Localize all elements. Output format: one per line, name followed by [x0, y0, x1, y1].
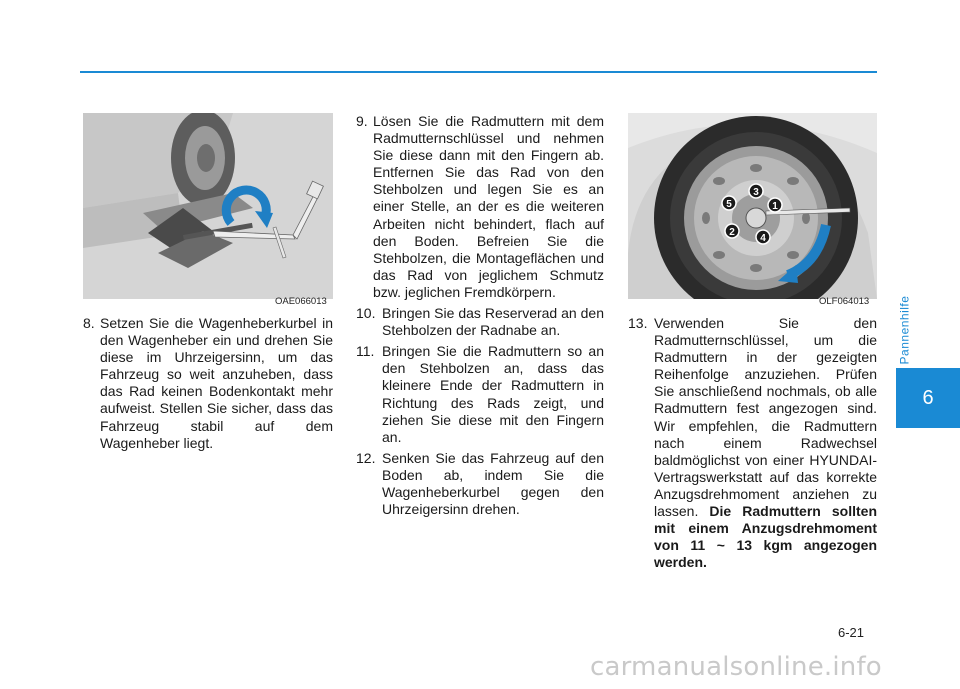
step-number: 10.: [356, 305, 376, 322]
step-text: Verwenden Sie den Radmutternschlüssel, um die Radmuttern in der gezeigten Reihenfolge anzuziehen. Prüfen Sie anschließend nochmals, ob alle Radmuttern fest angezogen sind. Wir empfehlen, die Radmuttern nach einem Radwechsel baldmöglichst von einer HYUNDAI-Vertragswerkstatt auf das korrekte Anzugsdrehmoment anziehen zu lassen.: [654, 315, 877, 520]
nut-label-5: 5: [726, 199, 732, 210]
step-number: 9.: [356, 113, 368, 129]
step-9: [356, 113, 604, 301]
chapter-tab[interactable]: [896, 368, 960, 428]
step-11: [356, 343, 604, 446]
step-number: 12.: [356, 449, 376, 466]
step-number: 13.: [628, 315, 648, 331]
column-left: [83, 315, 333, 452]
step-text: Senken Sie das Fahrzeug auf den Boden ab, indem Sie die Wagenheberkurbel gegen den Uhrzeigersinn drehen.: [382, 449, 604, 518]
page-number: 6-21: [838, 625, 865, 640]
nut-label-3: 3: [753, 187, 759, 198]
step-8: [83, 315, 333, 452]
step-text: Bringen Sie die Radmuttern so an den Stehbolzen an, dass das kleinere Ende der Radmuttern in Richtung des Rads zeigt, und ziehen Sie diese mit den Fingern an.: [382, 343, 604, 445]
nut-label-4: 4: [760, 233, 766, 244]
step-text: Bringen Sie das Reserverad an den Stehbolzen der Radnabe an.: [382, 305, 604, 339]
wheel-nut-sequence-illustration: [628, 113, 877, 299]
step-text: Lösen Sie die Radmuttern mit dem Radmutternschlüssel und nehmen Sie diese dann mit den Fingern ab. Entfernen Sie das Rad von den Stehbolzen und legen Sie es an einer Stelle, an der es die weiteren Arbeiten nicht behindert, flach auf den Boden. Befreien Sie die Stehbolzen, die Montageflächen und das Rad von jeglichem Schmutz bzw. jeglichen Fremdkörpern.: [373, 113, 604, 300]
nut-label-1: 1: [772, 201, 778, 212]
jack-rotation-illustration: [83, 113, 333, 299]
watermark: carmanualsonline.info: [590, 652, 882, 682]
step-12: [356, 450, 604, 518]
step-13: [628, 315, 877, 571]
chapter-number: 6: [922, 386, 934, 409]
header-rule: [80, 71, 877, 73]
wheel-figure: [628, 113, 877, 299]
step-number: 11.: [356, 343, 375, 360]
wheel-figure-code: OLF064013: [819, 296, 870, 307]
jack-figure: [83, 113, 333, 299]
column-right: [628, 315, 877, 571]
nut-label-2: 2: [729, 227, 735, 238]
step-text: Setzen Sie die Wagenheberkurbel in den Wagenheber ein und drehen Sie diese im Uhrzeigersinn, um das Fahrzeug so weit anzuheben, dass das Rad keinen Bodenkontakt mehr aufweist. Stellen Sie sicher, dass das Fahrzeug stabil auf dem Wagenheber liegt.: [100, 315, 333, 451]
section-title: Pannenhilfe: [897, 295, 912, 365]
jack-figure-code: OAE066013: [275, 296, 327, 307]
column-middle: [356, 113, 604, 518]
torque-warning: Die Radmuttern sollten mit einem Anzugsdrehmoment von 11 ~ 13 kgm angezogen werden.: [654, 503, 877, 571]
step-number: 8.: [83, 315, 95, 331]
step-10: [356, 305, 604, 339]
